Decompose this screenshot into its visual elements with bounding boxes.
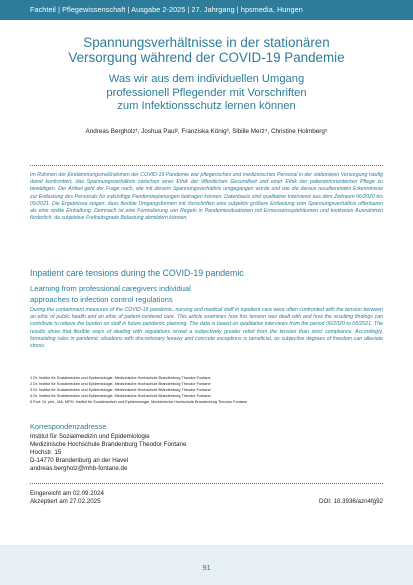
affiliation-1: 1 Dr. Institut für Sozialmedizin und Epidemiologie, Medizinische Hochschule Brandenburg Theodor Fontane	[30, 376, 211, 380]
correspondence-institute: Institut für Sozialmedizin und Epidemiologie	[30, 433, 150, 440]
journal-header-bar	[0, 0, 413, 20]
article-title-line-1: Spannungsverhältnisse in der stationären	[83, 35, 330, 50]
accepted-date: Akzeptiert am 27.02.2025	[30, 498, 101, 505]
affiliation-3: 3 Dr. Institut für Sozialmedizin und Epidemiologie, Medizinische Hochschule Brandenburg Theodor Fontane	[30, 388, 211, 392]
journal-header-text: Fachteil | Pflegewissenschaft | Ausgabe 2-2025 | 27. Jahrgang | hpsmedia, Hungen	[30, 5, 303, 14]
received-date: Eingereicht am 02.09.2024	[30, 490, 104, 497]
correspondence-heading: Korrespondenzadresse	[30, 422, 107, 431]
section-divider-top	[30, 165, 383, 166]
correspondence-street: Hochstr. 15	[30, 449, 62, 456]
article-subtitle-line-3: zum Infektionsschutz lernen können	[117, 100, 296, 112]
english-title: Inpatient care tensions during the COVID-19 pandemic	[30, 268, 244, 278]
article-subtitle-line-2: professionell Pflegender mit Vorschriften	[106, 86, 307, 99]
page-number: 91	[202, 563, 211, 572]
author-list: Andreas Bergholz¹, Joshua Paul², Franziska König³, Sibille Merz⁴, Christine Holmberg⁵	[85, 128, 328, 135]
article-title-line-2: Versorgung während der COVID-19 Pandemie	[68, 50, 345, 65]
section-divider-bottom	[30, 483, 383, 484]
correspondence-city: D-14770 Brandenburg an der Havel	[30, 457, 129, 464]
affiliation-2: 2 Dr. Institut für Sozialmedizin und Epidemiologie, Medizinische Hochschule Brandenburg Theodor Fontane	[30, 382, 211, 386]
correspondence-email[interactable]: andreas.bergholz@mhb-fontane.de	[30, 465, 128, 472]
abstract-english: During the containment measures of the COVID-19 pandemic, nursing and medical staff in inpatient care were often confronted with the tension between an ethic of public health and an ethic of patient-centered care. This article examines how this tension was dealt with and how the resulting findings can contribute to relieve the burden on staff in future pandemic planning. The data is based on qualitative interviews from the period 06/2020 to 05/2021. The results show that flexible ways of dealing with regulations reveal a subjectively greater relief from the tension than strict compliance. Accordingly, formulating rules in pandemic situations with discretionary leeway and concrete exceptions is beneficial, as subjective degrees of freedom can alleviate stress.	[30, 307, 383, 350]
article-subtitle-line-1: Was wir aus dem individuellen Umgang	[108, 73, 305, 85]
english-subtitle-line-1: Learning from professional caregivers individual	[30, 284, 191, 293]
english-subtitle-line-2: approaches to infection control regulations	[30, 295, 173, 304]
abstract-german: Im Rahmen der Eindämmungsmaßnahmen der COVID-19 Pandemie war pflegerisches und medizinisches Personal in der stationären Versorgung häufig damit konfrontiert, das Spannungsverhältnis zwischen einer Ethik der öffentlichen Gesundheit und einer Ethik der patientenorientierten Pflege zu bewältigen. Der Artikel geht der Frage nach, wie mit diesem Spannungsverhältnis umgegangen wurde und wie die daraus resultierenden Erkenntnisse zur Entlastung des Personals für zukünftige Pandemieplanungen beitragen können. Datenbasis sind qualitative Interviews aus dem Zeitraum 06/2020 bis 05/2021. Die Ergebnisse zeigen, dass flexible Umgangsformen mit Vorschriften eine subjektiv größere Entlastung vom Spannungsverhältnis offenbaren als eine strikte Einhaltung. Demnach ist eine Formulierung von Regeln in Pandemiesituationen mit Ermessensspielräumen und konkreten Ausnahmen förderlich, da subjektive Freiheitsgrade Belastung abmildern können.	[30, 172, 383, 222]
doi-label: DOI: 10.3936/azn4fg92	[319, 498, 383, 505]
correspondence-university: Medizinische Hochschule Brandenburg Theodor Fontane	[30, 441, 187, 448]
affiliation-4: 4 Dr. Institut für Sozialmedizin und Epidemiologie, Medizinische Hochschule Brandenburg Theodor Fontane	[30, 394, 211, 398]
affiliation-5: 5 Prof. Dr. phil., MA, MPH, Institut für Sozialmedizin und Epidemiologie, Medizinische Hochschule Brandenburg Theodor Fontane	[30, 400, 248, 404]
